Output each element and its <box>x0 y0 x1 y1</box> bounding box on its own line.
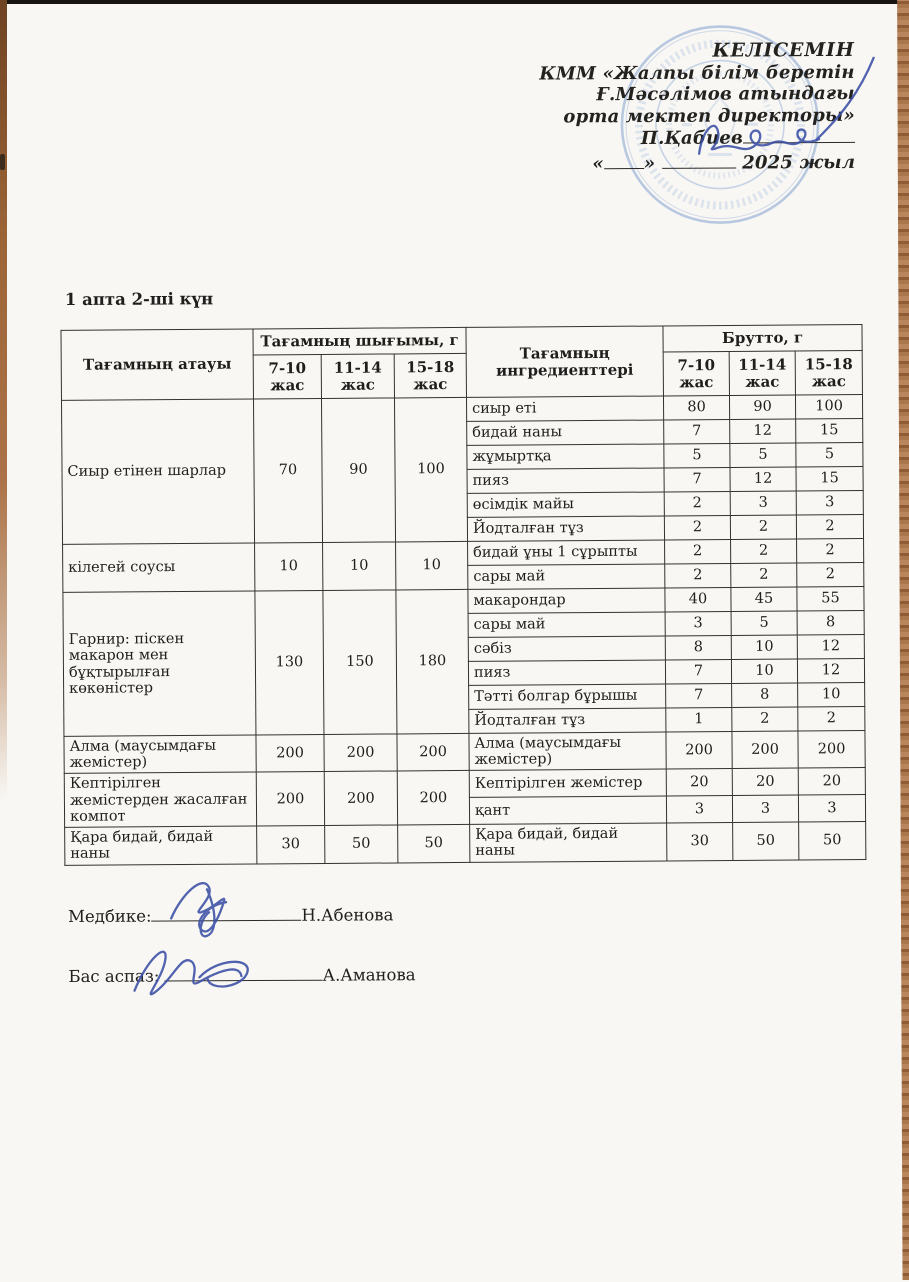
menu-table-row <box>65 822 866 865</box>
person-name: Н.Абенова <box>301 905 394 925</box>
dish-name-cell: кілегей соусы <box>63 543 255 592</box>
ingredient-name-cell: жұмыртқа <box>467 444 664 469</box>
chef-signature-row <box>68 965 415 986</box>
date-underline <box>662 154 736 168</box>
brutto-value-cell: 5 <box>730 443 796 467</box>
brutto-value-cell: 2 <box>731 539 797 563</box>
brutto-value-cell: 2 <box>730 515 796 539</box>
brutto-value-cell: 2 <box>665 563 731 587</box>
output-value-cell: 70 <box>253 398 322 542</box>
brutto-value-cell: 2 <box>798 707 865 731</box>
age-col-header: 7-10 жас <box>253 354 321 398</box>
dish-name-cell: Гарнир: піскен макарон мен бұқтырылған көкөністер <box>63 591 256 736</box>
brutto-value-cell: 40 <box>665 587 731 611</box>
output-value-cell: 150 <box>323 590 397 735</box>
brutto-value-cell: 10 <box>731 635 797 659</box>
brutto-value-cell: 50 <box>733 822 799 860</box>
brutto-value-cell: 2 <box>731 563 797 587</box>
brutto-value-cell: 8 <box>665 635 731 659</box>
brutto-value-cell: 20 <box>666 769 732 796</box>
brutto-value-cell: 2 <box>797 563 864 587</box>
director-name: П.Қабиев <box>640 127 744 150</box>
brutto-value-cell: 5 <box>731 611 797 635</box>
brutto-value-cell: 3 <box>732 795 798 822</box>
person-name: А.Аманова <box>322 965 416 985</box>
ingredient-name-cell: Алма (маусымдағы жемістер) <box>469 732 666 771</box>
ingredient-name-cell: пияз <box>468 660 665 685</box>
brutto-value-cell: 5 <box>796 443 863 467</box>
menu-table-body <box>61 395 865 865</box>
menu-table <box>60 324 866 866</box>
brutto-value-cell: 2 <box>665 539 731 563</box>
director-signature-line <box>515 127 855 150</box>
brutto-value-cell: 10 <box>731 659 797 683</box>
brutto-value-cell: 8 <box>732 683 798 707</box>
ingredient-name-cell: сиыр еті <box>466 396 663 421</box>
brutto-value-cell: 7 <box>665 659 731 683</box>
brutto-value-cell: 20 <box>732 768 798 795</box>
col-header-dish: Тағамның атауы <box>61 329 254 400</box>
output-value-cell: 50 <box>398 825 470 863</box>
brutto-value-cell: 200 <box>732 731 798 769</box>
ingredient-name-cell: Йодталған тұз <box>467 516 664 541</box>
approval-line: КЕЛІСЕМІН <box>712 38 855 62</box>
ingredient-name-cell: Тәтті болгар бұрышы <box>469 684 666 709</box>
brutto-value-cell: 45 <box>731 587 797 611</box>
output-value-cell: 90 <box>321 398 395 543</box>
scan-mark <box>0 154 5 170</box>
brutto-value-cell: 55 <box>797 587 864 611</box>
output-value-cell: 10 <box>323 542 396 591</box>
age-col-header: 11-14 жас <box>321 354 394 399</box>
dish-name-cell: Сиыр етінен шарлар <box>61 399 254 544</box>
ingredient-name-cell: пияз <box>467 468 664 493</box>
age-col-header: 11-14 жас <box>729 351 795 395</box>
ingredient-name-cell: сәбіз <box>468 636 665 661</box>
brutto-value-cell: 2 <box>732 707 798 731</box>
quote-open: « <box>592 152 604 174</box>
signature-underline <box>165 967 323 982</box>
brutto-value-cell: 50 <box>799 822 866 860</box>
brutto-value-cell: 90 <box>729 395 795 419</box>
brutto-value-cell: 7 <box>666 683 732 707</box>
brutto-value-cell: 10 <box>798 683 865 707</box>
brutto-value-cell: 12 <box>730 467 796 491</box>
page-title: 1 апта 2-ші күн <box>64 289 214 310</box>
scan-edge-left <box>0 0 7 800</box>
brutto-value-cell: 200 <box>666 731 732 769</box>
brutto-value-cell: 30 <box>667 823 733 861</box>
year-label: 2025 жыл <box>742 151 856 173</box>
output-value-cell: 10 <box>255 542 323 590</box>
approval-line: Ғ.Мәсәлімов атындағы <box>596 82 855 106</box>
ingredient-name-cell: макарондар <box>468 588 665 613</box>
signature-underline <box>743 129 855 144</box>
approval-line: орта мектеп директоры» <box>563 104 855 127</box>
brutto-value-cell: 7 <box>664 419 730 443</box>
output-value-cell: 200 <box>397 771 469 825</box>
brutto-value-cell: 200 <box>798 731 865 769</box>
approval-date-line <box>515 151 855 174</box>
ingredient-name-cell: өсімдік майы <box>467 492 664 517</box>
role-label: Бас аспаз: <box>68 966 160 987</box>
ingredient-name-cell: бидай наны <box>467 420 664 445</box>
brutto-value-cell: 12 <box>797 635 864 659</box>
dish-name-cell: Қара бидай, бидай наны <box>65 826 257 865</box>
dish-name-cell: Алма (маусымдағы жемістер) <box>64 735 256 774</box>
col-header-ingredients: Тағамның ингредиенттері <box>466 326 664 397</box>
age-col-header: 15-18 жас <box>394 353 466 398</box>
brutto-value-cell: 8 <box>797 611 864 635</box>
role-label: Медбике: <box>68 906 152 927</box>
brutto-value-cell: 12 <box>730 419 796 443</box>
date-underline <box>604 155 644 169</box>
age-col-header: 7-10 жас <box>663 351 729 395</box>
brutto-value-cell: 15 <box>796 419 863 443</box>
brutto-value-cell: 80 <box>663 395 729 419</box>
output-value-cell: 100 <box>394 397 467 542</box>
brutto-value-cell: 2 <box>797 539 864 563</box>
menu-table-row <box>64 731 865 774</box>
brutto-value-cell: 3 <box>798 795 865 822</box>
output-value-cell: 30 <box>257 826 325 864</box>
nurse-signature-row <box>68 905 393 926</box>
brutto-value-cell: 3 <box>796 491 863 515</box>
brutto-value-cell: 7 <box>664 467 730 491</box>
age-col-header: 15-18 жас <box>795 351 862 395</box>
col-header-brutto: Брутто, г <box>663 325 862 352</box>
approval-line: КММ «Жалпы білім беретін <box>539 61 855 85</box>
brutto-value-cell: 2 <box>664 491 730 515</box>
dish-name-cell: Кептірілген жемістерден жасалған компот <box>64 772 256 827</box>
brutto-value-cell: 2 <box>796 515 863 539</box>
brutto-value-cell: 3 <box>665 611 731 635</box>
brutto-value-cell: 5 <box>664 443 730 467</box>
brutto-value-cell: 1 <box>666 707 732 731</box>
brutto-value-cell: 100 <box>795 395 862 419</box>
output-value-cell: 50 <box>325 825 398 863</box>
ingredient-name-cell: Қара бидай, бидай наны <box>470 823 667 862</box>
ingredient-name-cell: қант <box>469 796 666 824</box>
brutto-value-cell: 20 <box>798 768 865 795</box>
output-value-cell: 180 <box>396 589 469 734</box>
col-header-output: Тағамның шығымы, г <box>253 327 466 355</box>
brutto-value-cell: 12 <box>797 659 864 683</box>
ingredient-name-cell: сары май <box>468 564 665 589</box>
brutto-value-cell: 3 <box>730 491 796 515</box>
ingredient-name-cell: Йодталған тұз <box>469 708 666 733</box>
ingredient-name-cell: Кептірілген жемістер <box>469 769 666 797</box>
ingredient-name-cell: бидай ұны 1 сұрыпты <box>468 540 665 565</box>
output-value-cell: 200 <box>256 734 324 772</box>
approval-block <box>515 40 856 175</box>
ingredient-name-cell: сары май <box>468 612 665 637</box>
signature-underline <box>151 907 301 922</box>
output-value-cell: 200 <box>324 734 397 772</box>
brutto-value-cell: 15 <box>796 467 863 491</box>
output-value-cell: 200 <box>324 771 397 825</box>
output-value-cell: 10 <box>396 541 468 590</box>
brutto-value-cell: 3 <box>666 796 732 823</box>
brutto-value-cell: 2 <box>664 515 730 539</box>
output-value-cell: 130 <box>255 590 324 734</box>
output-value-cell: 200 <box>397 733 469 771</box>
scan-edge-top <box>0 0 909 4</box>
quote-close: » <box>643 152 656 174</box>
output-value-cell: 200 <box>256 772 324 826</box>
